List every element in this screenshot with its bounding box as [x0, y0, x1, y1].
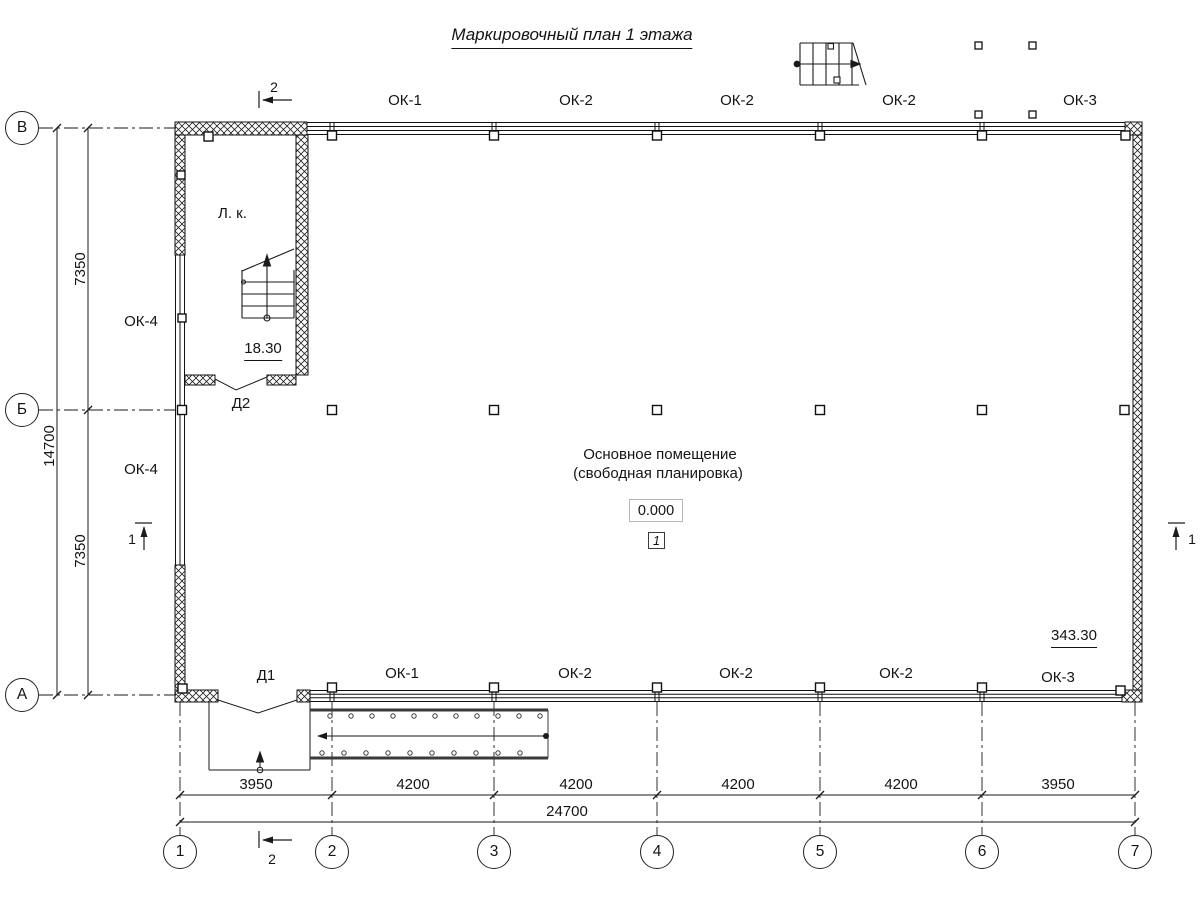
axis-label: Б — [16, 401, 28, 418]
door-label-d2: Д2 — [231, 395, 251, 412]
window-label-bottom-ok2c: ОК-2 — [879, 665, 913, 682]
section-label-1-right: 1 — [1188, 531, 1196, 547]
main-room-name-line2: (свободная планировка) — [573, 465, 743, 482]
dim-bottom-3950-1: 3950 — [239, 776, 273, 793]
axis-circle-col-1 — [163, 835, 197, 869]
axis-circle-col-7 — [1118, 835, 1152, 869]
axis-circle-row-v — [5, 111, 39, 145]
axis-circle-col-2 — [315, 835, 349, 869]
dim-bottom-24700: 24700 — [546, 803, 588, 820]
section-label-1-left: 1 — [128, 531, 136, 547]
window-label-bottom-ok2a: ОК-2 — [558, 665, 592, 682]
dim-bottom-4200-4: 4200 — [884, 776, 918, 793]
window-label-top-ok3: ОК-3 — [1063, 92, 1097, 109]
dim-bottom-4200-1: 4200 — [396, 776, 430, 793]
section-mark-2-bottom — [259, 831, 292, 848]
window-label-left-ok4b: ОК-4 — [124, 461, 158, 478]
axis-circle-col-4 — [640, 835, 674, 869]
main-room-name-line1: Основное помещение — [583, 446, 737, 463]
main-room-area: 343.30 — [1051, 628, 1097, 648]
window-label-bottom-ok3: ОК-3 — [1041, 669, 1075, 686]
window-label-top-ok1: ОК-1 — [388, 92, 422, 109]
axis-label: 2 — [327, 843, 337, 860]
dim-left-7350-top: 7350 — [71, 252, 89, 286]
axis-circle-row-b — [5, 393, 39, 427]
section-mark-1-right — [1168, 523, 1185, 550]
dim-bottom-4200-2: 4200 — [559, 776, 593, 793]
axis-label: 3 — [489, 843, 499, 860]
window-label-top-ok2a: ОК-2 — [559, 92, 593, 109]
window-label-top-ok2b: ОК-2 — [720, 92, 754, 109]
axis-label: 7 — [1130, 843, 1140, 860]
window-band-bottom — [310, 691, 1122, 702]
stair-room-label: Л. к. — [218, 205, 247, 222]
dim-bottom-4200-3: 4200 — [721, 776, 755, 793]
door-label-d1: Д1 — [256, 667, 276, 684]
stair-flight-symbol — [794, 43, 866, 85]
axis-circle-col-3 — [477, 835, 511, 869]
dim-left-14700: 14700 — [40, 425, 58, 467]
axis-label: А — [16, 686, 28, 703]
axis-label: 6 — [977, 843, 987, 860]
section-mark-1-left — [135, 523, 152, 550]
axis-label: В — [16, 119, 28, 136]
axis-circle-row-a — [5, 678, 39, 712]
window-band-top — [307, 123, 1125, 135]
window-label-left-ok4a: ОК-4 — [124, 313, 158, 330]
level-value: 0.000 — [637, 502, 675, 519]
window-label-bottom-ok2b: ОК-2 — [719, 665, 753, 682]
drawing-title: Маркировочный план 1 этажа — [451, 26, 692, 49]
axis-label: 5 — [815, 843, 825, 860]
door-swing-d1 — [218, 700, 297, 713]
door-swing-d2 — [215, 377, 267, 390]
axis-circle-col-6 — [965, 835, 999, 869]
window-label-bottom-ok1: ОК-1 — [385, 665, 419, 682]
section-label-2-top: 2 — [270, 79, 278, 95]
window-label-top-ok2c: ОК-2 — [882, 92, 916, 109]
room-number: 1 — [653, 533, 660, 548]
canopy-post-markers — [975, 42, 1036, 118]
staircase-plan — [242, 249, 295, 321]
section-label-2-bottom: 2 — [268, 851, 276, 867]
stair-room-area: 18.30 — [244, 341, 282, 361]
level-mark — [629, 499, 683, 522]
dim-left-7350-bot: 7350 — [71, 534, 89, 568]
axis-label: 4 — [652, 843, 662, 860]
dim-bottom-3950-2: 3950 — [1041, 776, 1075, 793]
entrance-ramp — [310, 710, 549, 758]
axis-label: 1 — [175, 843, 185, 860]
room-number-box — [648, 532, 665, 549]
column-markers — [177, 131, 1130, 695]
axis-circle-col-5 — [803, 835, 837, 869]
